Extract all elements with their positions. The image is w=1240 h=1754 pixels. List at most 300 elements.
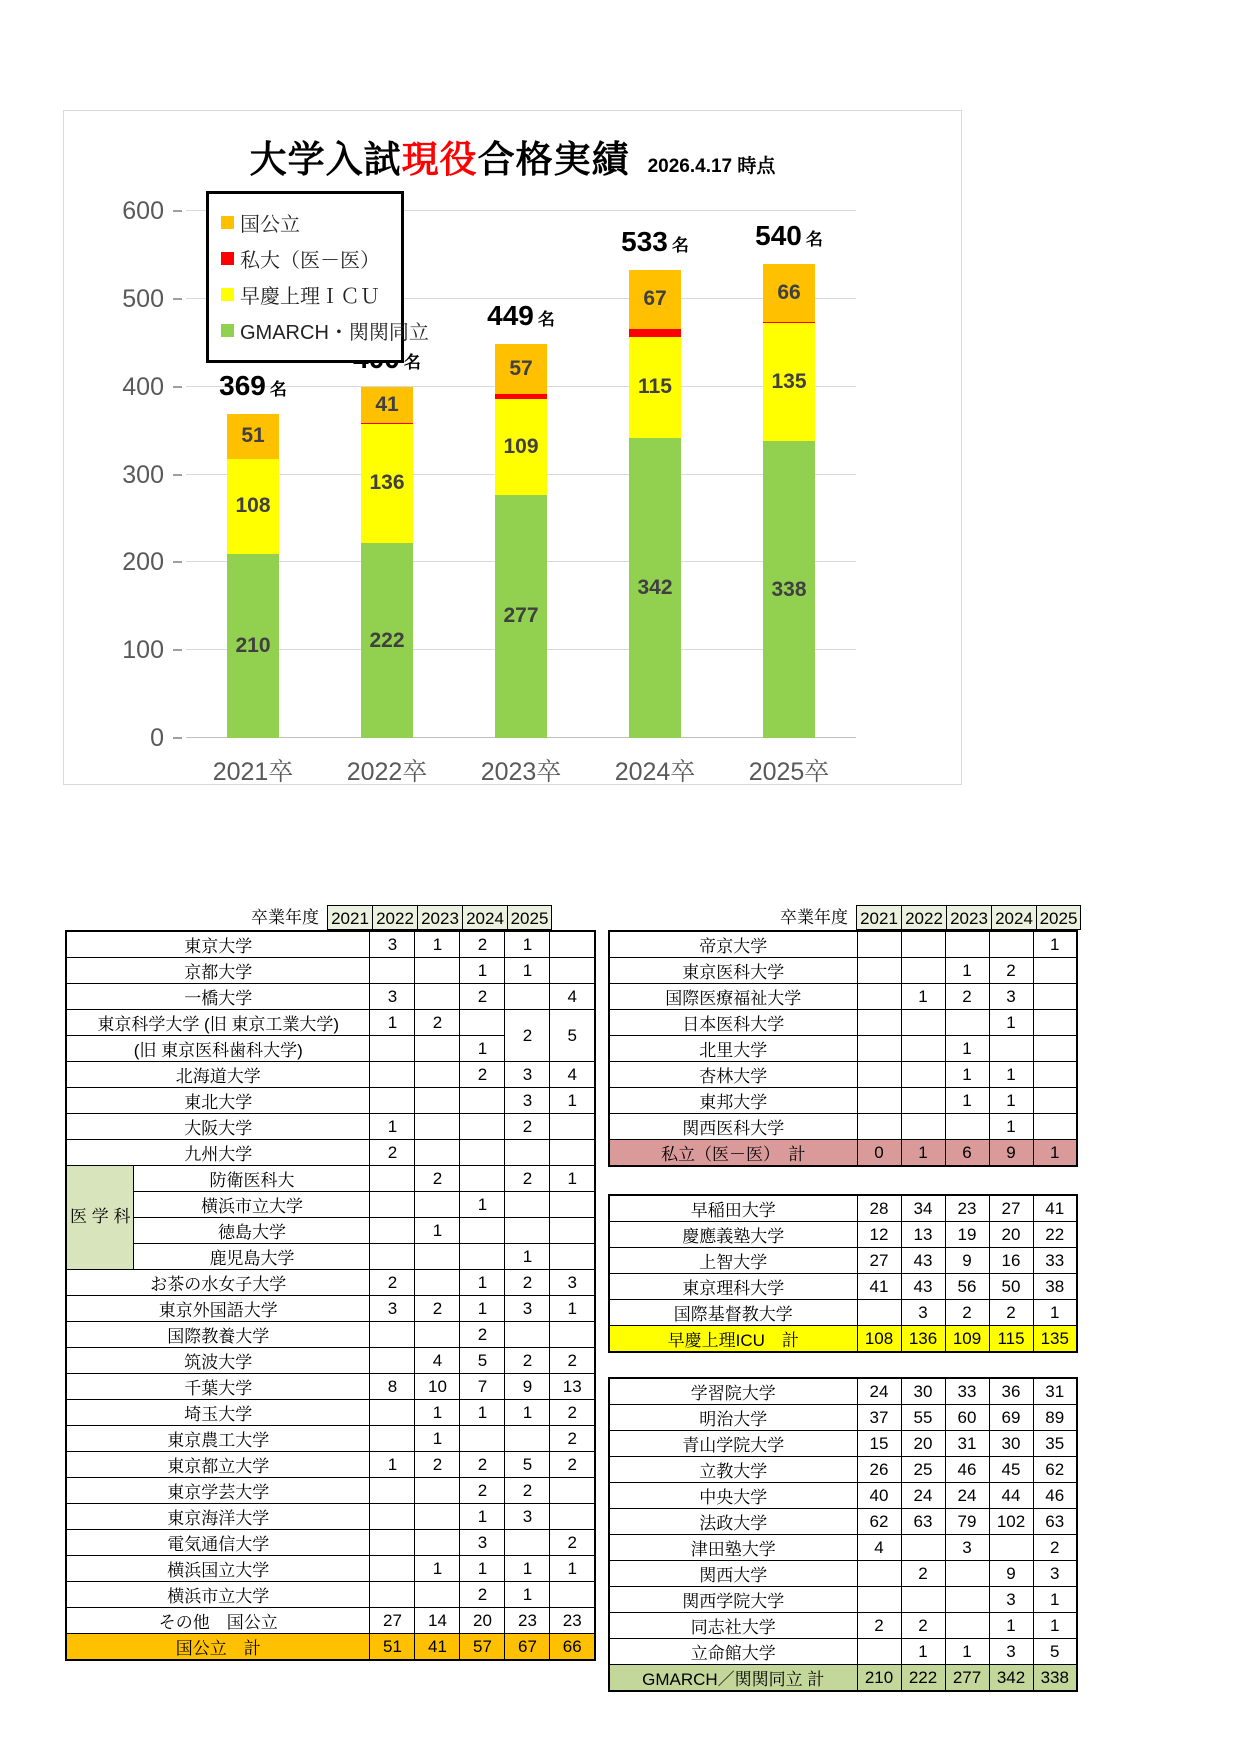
table-cell: 62: [1033, 1457, 1077, 1483]
table-cell: 4: [415, 1348, 460, 1374]
table-cell: [857, 1114, 901, 1140]
table-cell: 9: [945, 1248, 989, 1274]
chart-title-highlight: 現役: [401, 139, 478, 180]
legend-label: GMARCH・関関同立: [240, 321, 429, 344]
segment-value-label: 277: [503, 604, 539, 628]
segment-value-label: 41: [375, 392, 399, 416]
table-cell: 35: [1033, 1431, 1077, 1457]
table-cell: 横浜市立大学: [134, 1192, 370, 1218]
table-row: [609, 1114, 1077, 1140]
table-cell: 3: [989, 1587, 1033, 1613]
year-header-cell: 2023: [946, 905, 991, 930]
table-cell: 慶應義塾大学: [609, 1222, 857, 1248]
table-cell: 埼玉大学: [66, 1400, 370, 1426]
year-header-cell: 2024: [991, 905, 1036, 930]
table-cell: 342: [989, 1665, 1033, 1692]
table-cell: 京都大学: [66, 958, 370, 984]
year-header-cell: 2021: [856, 905, 901, 930]
y-axis-label: 300: [122, 460, 164, 489]
table-row: [66, 1556, 595, 1582]
table-cell: [505, 1322, 550, 1348]
table-cell: 2: [505, 1114, 550, 1140]
table-cell: 6: [945, 1140, 989, 1167]
chart-date-note: 2026.4.17 時点: [647, 156, 776, 177]
year-header-cell: 2024: [462, 905, 507, 930]
table-cell: 2: [370, 1270, 415, 1296]
y-axis-label: 0: [150, 724, 164, 752]
legend-swatch-icon: [221, 252, 234, 265]
table-cell: 3: [505, 1062, 550, 1088]
table-cell: [460, 1244, 505, 1270]
table-cell: [857, 1561, 901, 1587]
table-cell: 横浜国立大学: [66, 1556, 370, 1582]
table-row: [66, 1634, 595, 1661]
table-cell: [415, 1088, 460, 1114]
table-cell: 5: [460, 1348, 505, 1374]
legend-swatch-icon: [221, 288, 234, 301]
table-cell: [460, 1088, 505, 1114]
table-cell: [505, 1426, 550, 1452]
table-cell: [370, 1244, 415, 1270]
table-cell: 国際医療福祉大学: [609, 984, 857, 1010]
table-cell: 青山学院大学: [609, 1431, 857, 1457]
table-cell: 北里大学: [609, 1036, 857, 1062]
table-cell: 同志社大学: [609, 1613, 857, 1639]
table-cell: [415, 1140, 460, 1166]
table-cell: [901, 1114, 945, 1140]
table-cell: その他 国公立: [66, 1608, 370, 1634]
table-cell: 3: [989, 984, 1033, 1010]
table-cell: 67: [505, 1634, 550, 1661]
bar-segment: [495, 344, 547, 394]
table-cell: [901, 1535, 945, 1561]
table-cell: [550, 1244, 595, 1270]
y-axis-tick: [173, 210, 182, 212]
table-row: [66, 1322, 595, 1348]
table-cell: 2: [415, 1166, 460, 1192]
table-cell: [989, 931, 1033, 958]
bar-total-label: 533 名: [621, 225, 689, 257]
table-row: [66, 1270, 595, 1296]
year-header-cell: 2022: [901, 905, 946, 930]
year-header-cell: 2022: [372, 905, 417, 930]
table-cell: 57: [460, 1634, 505, 1661]
bar-total-label: 449 名: [487, 299, 555, 331]
table-cell: 43: [901, 1274, 945, 1300]
spacer: [608, 1167, 1081, 1194]
table-cell: 34: [901, 1195, 945, 1222]
table-cell: 1: [460, 1270, 505, 1296]
table-cell: 13: [550, 1374, 595, 1400]
table-cell: [550, 1322, 595, 1348]
chart-title-part1: 大学入試: [249, 139, 402, 180]
y-axis-tick: [173, 649, 182, 651]
table-cell: [1033, 1062, 1077, 1088]
table-cell: [460, 1140, 505, 1166]
table-cell: 1: [989, 1010, 1033, 1036]
stacked-bar: [495, 344, 547, 738]
table-row: [66, 1166, 595, 1192]
table-cell: [460, 1426, 505, 1452]
table-cell: 30: [901, 1378, 945, 1405]
table-cell: 東京医科大学: [609, 958, 857, 984]
table-cell: 明治大学: [609, 1405, 857, 1431]
bar-segment: [763, 264, 815, 322]
table-cell: 1: [550, 1556, 595, 1582]
table-cell: 1: [550, 1088, 595, 1114]
bar-total-label: 540 名: [755, 219, 823, 251]
table-cell: 2: [857, 1613, 901, 1639]
table-cell: [415, 1062, 460, 1088]
table-row: [66, 931, 595, 958]
table-cell: 1: [1033, 931, 1077, 958]
table-cell: [857, 958, 901, 984]
table-cell: [989, 1036, 1033, 1062]
table-cell: 23: [505, 1608, 550, 1634]
table-row: [609, 1483, 1077, 1509]
table-cell: 27: [370, 1608, 415, 1634]
table-cell: 1: [460, 1556, 505, 1582]
table-cell: 東京都立大学: [66, 1452, 370, 1478]
table-cell: 国際基督教大学: [609, 1300, 857, 1326]
table-row: [609, 1457, 1077, 1483]
table-cell: [550, 931, 595, 958]
table-cell: 51: [370, 1634, 415, 1661]
table-cell: [901, 931, 945, 958]
table-cell: 4: [550, 1062, 595, 1088]
table-cell: 1: [505, 958, 550, 984]
table-cell: 31: [945, 1431, 989, 1457]
table-cell: お茶の水女子大学: [66, 1270, 370, 1296]
table-cell: 1: [550, 1166, 595, 1192]
table-cell: [415, 1322, 460, 1348]
segment-value-label: 108: [235, 494, 271, 518]
bar-segment: [495, 399, 547, 495]
table-row: [609, 1010, 1077, 1036]
table-cell: [901, 1088, 945, 1114]
table-cell: 1: [945, 1088, 989, 1114]
table-cell: 69: [989, 1405, 1033, 1431]
table-cell: [415, 1478, 460, 1504]
table-cell: [415, 1270, 460, 1296]
table-cell: 帝京大学: [609, 931, 857, 958]
table-cell: 89: [1033, 1405, 1077, 1431]
table-cell: [370, 1062, 415, 1088]
table-cell: 63: [901, 1509, 945, 1535]
table-row: [66, 1348, 595, 1374]
x-axis-label: 2021卒: [212, 758, 294, 786]
table-cell: 33: [945, 1378, 989, 1405]
table-cell: 24: [901, 1483, 945, 1509]
table-cell: [415, 1114, 460, 1140]
segment-value-label: 57: [509, 356, 533, 380]
table-cell: [1033, 1114, 1077, 1140]
plot-area: [122, 197, 856, 786]
segment-value-label: 135: [771, 369, 807, 393]
table-cell: 2: [550, 1530, 595, 1556]
table-cell: 一橋大学: [66, 984, 370, 1010]
table-cell: [370, 1582, 415, 1608]
segment-value-label: 115: [638, 375, 672, 399]
bar-segment: [629, 270, 681, 329]
table-cell: 26: [857, 1457, 901, 1483]
table-cell: 3: [989, 1639, 1033, 1665]
chart-legend: [206, 191, 429, 363]
table-row: [66, 1062, 595, 1088]
table-row: [609, 1300, 1077, 1326]
table-cell: 関西大学: [609, 1561, 857, 1587]
table-row: [609, 1405, 1077, 1431]
table-row: [66, 1400, 595, 1426]
table-cell: 1: [460, 1296, 505, 1322]
x-axis-label: 2022卒: [346, 758, 428, 786]
table-cell: 63: [1033, 1509, 1077, 1535]
table-cell: 法政大学: [609, 1509, 857, 1535]
table-cell: 2: [550, 1452, 595, 1478]
table-cell: 1: [460, 1504, 505, 1530]
table-cell: [460, 1010, 505, 1036]
table-cell: [1033, 984, 1077, 1010]
table-cell: [857, 1036, 901, 1062]
table-cell: [550, 958, 595, 984]
kokuritsu-table: [65, 930, 596, 1661]
table-cell: [550, 1218, 595, 1244]
table-row: [609, 1378, 1077, 1405]
table-cell: 2: [460, 1478, 505, 1504]
spacer: [608, 1353, 1081, 1377]
table-cell: 3: [460, 1530, 505, 1556]
legend-label: 私大（医－医）: [240, 249, 380, 272]
table-cell: [370, 1504, 415, 1530]
table-row: [66, 1582, 595, 1608]
table-row: [609, 1509, 1077, 1535]
table-row: [609, 958, 1077, 984]
table-cell: [945, 1613, 989, 1639]
table-row: [66, 1478, 595, 1504]
segment-value-label: 109: [503, 434, 539, 458]
table-cell: 23: [550, 1608, 595, 1634]
table-row: [66, 1140, 595, 1166]
table-cell: 1: [1033, 1587, 1077, 1613]
table-cell: [505, 1530, 550, 1556]
table-cell: 1: [945, 1639, 989, 1665]
table-row: [66, 984, 595, 1010]
table-cell: 津田塾大学: [609, 1535, 857, 1561]
table-cell: 210: [857, 1665, 901, 1692]
table-cell: 41: [415, 1634, 460, 1661]
table-cell: [901, 958, 945, 984]
y-axis-tick: [173, 298, 182, 300]
table-cell: 4: [857, 1535, 901, 1561]
legend-item: [221, 312, 429, 348]
table-row: [609, 1062, 1077, 1088]
table-cell: GMARCH／関関同立 計: [609, 1665, 857, 1692]
table-cell: [901, 1062, 945, 1088]
table-cell: [370, 1088, 415, 1114]
table-cell: [945, 1561, 989, 1587]
table-row: [609, 1088, 1077, 1114]
table-cell: [550, 1140, 595, 1166]
table-cell: 20: [901, 1431, 945, 1457]
bar-column: [588, 211, 722, 786]
table-cell: 千葉大学: [66, 1374, 370, 1400]
stacked-bar: [361, 387, 413, 738]
table-cell: [370, 1218, 415, 1244]
table-cell: 60: [945, 1405, 989, 1431]
table-cell: 19: [945, 1222, 989, 1248]
table-cell: 338: [1033, 1665, 1077, 1692]
table-row: [609, 984, 1077, 1010]
table-cell: 41: [1033, 1195, 1077, 1222]
table-row: [609, 1639, 1077, 1665]
table-cell: [901, 1010, 945, 1036]
year-header-label: 卒業年度: [251, 908, 319, 927]
table-cell: [460, 1114, 505, 1140]
bar-segment: [763, 323, 815, 442]
table-cell: 9: [989, 1140, 1033, 1167]
table-cell: 東京理科大学: [609, 1274, 857, 1300]
table-cell: 5: [1033, 1639, 1077, 1665]
table-cell: 3: [945, 1535, 989, 1561]
table-cell: 1: [505, 1400, 550, 1426]
bar-segment: [629, 438, 681, 738]
table-cell: [370, 1322, 415, 1348]
table-cell: 3: [505, 1296, 550, 1322]
chart-title-part2: 合格実績: [477, 139, 630, 180]
table-cell: [857, 1010, 901, 1036]
table-cell: 2: [460, 984, 505, 1010]
table-cell: 電気通信大学: [66, 1530, 370, 1556]
table-cell: 東京学芸大学: [66, 1478, 370, 1504]
table-cell: 2: [1033, 1535, 1077, 1561]
table-cell: 9: [989, 1561, 1033, 1587]
table-cell: 22: [1033, 1222, 1077, 1248]
bar-column: [454, 211, 588, 786]
table-cell: [505, 1218, 550, 1244]
table-cell: 立命館大学: [609, 1639, 857, 1665]
table-cell: 1: [989, 1088, 1033, 1114]
table-cell: 23: [945, 1195, 989, 1222]
table-cell: [370, 1192, 415, 1218]
table-cell: 31: [1033, 1378, 1077, 1405]
table-cell: 1: [370, 1114, 415, 1140]
table-row: [609, 1274, 1077, 1300]
segment-value-label: 210: [235, 633, 271, 657]
table-cell: [1033, 1010, 1077, 1036]
table-row: [66, 1010, 595, 1036]
y-axis-label: 600: [122, 197, 164, 225]
table-cell: 1: [505, 1244, 550, 1270]
table-cell: 33: [1033, 1248, 1077, 1274]
bar-segment: [495, 495, 547, 738]
table-cell: 27: [989, 1195, 1033, 1222]
table-cell: [857, 1062, 901, 1088]
table-cell: 関西学院大学: [609, 1587, 857, 1613]
table-row: [66, 1504, 595, 1530]
table-cell: 早稲田大学: [609, 1195, 857, 1222]
table-row: [609, 1665, 1077, 1692]
table-cell: 東京海洋大学: [66, 1504, 370, 1530]
table-cell: 2: [945, 984, 989, 1010]
table-cell: 医 学 科: [66, 1166, 134, 1270]
table-cell: 9: [505, 1374, 550, 1400]
table-cell: 55: [901, 1405, 945, 1431]
table-cell: [857, 1639, 901, 1665]
table-cell: 2: [901, 1613, 945, 1639]
y-axis-tick: [173, 737, 182, 739]
table-cell: 1: [370, 1010, 415, 1036]
table-cell: 24: [945, 1483, 989, 1509]
table-row: [66, 1244, 595, 1270]
table-row: [66, 1426, 595, 1452]
table-cell: 九州大学: [66, 1140, 370, 1166]
table-cell: 1: [989, 1114, 1033, 1140]
legend-item: [221, 204, 389, 240]
table-cell: 12: [857, 1222, 901, 1248]
table-cell: [1033, 1088, 1077, 1114]
table-cell: 東京大学: [66, 931, 370, 958]
segment-value-label: 66: [777, 280, 801, 304]
table-cell: 1: [945, 1062, 989, 1088]
table-row: [66, 1452, 595, 1478]
table-cell: 46: [1033, 1483, 1077, 1509]
table-cell: 大阪大学: [66, 1114, 370, 1140]
segment-value-label: 222: [369, 628, 405, 652]
table-cell: [550, 1114, 595, 1140]
table-cell: 日本医科大学: [609, 1010, 857, 1036]
legend-label: 早慶上理ＩＣＵ: [240, 285, 380, 308]
table-cell: 3: [550, 1270, 595, 1296]
bar-segment: [763, 322, 815, 323]
table-cell: 3: [370, 931, 415, 958]
table-cell: 1: [415, 1556, 460, 1582]
table-cell: 2: [415, 1010, 460, 1036]
table-cell: [370, 1426, 415, 1452]
table-cell: [505, 1192, 550, 1218]
bar-total-label: 369 名: [219, 369, 287, 401]
table-cell: [415, 1582, 460, 1608]
year-header-cell: 2023: [417, 905, 462, 930]
table-cell: 30: [989, 1431, 1033, 1457]
table-cell: [370, 1166, 415, 1192]
table-row: [66, 1218, 595, 1244]
table-cell: 27: [857, 1248, 901, 1274]
segment-value-label: 67: [643, 287, 667, 311]
table-cell: 15: [857, 1431, 901, 1457]
kokuritsu-table-block: [65, 905, 596, 1661]
table-cell: 5: [505, 1452, 550, 1478]
year-header-cell: 2025: [1036, 905, 1081, 930]
y-axis-tick: [173, 561, 182, 563]
table-cell: [505, 1140, 550, 1166]
table-row: [609, 1195, 1077, 1222]
legend-label: 国公立: [240, 213, 300, 236]
table-cell: [857, 984, 901, 1010]
stacked-bar: [629, 270, 681, 738]
table-cell: 20: [460, 1608, 505, 1634]
table-row: [609, 931, 1077, 958]
bar-segment: [361, 424, 413, 543]
table-cell: 徳島大学: [134, 1218, 370, 1244]
table-row: [609, 1036, 1077, 1062]
table-cell: 56: [945, 1274, 989, 1300]
table-cell: 1: [460, 1400, 505, 1426]
y-axis-label: 100: [122, 636, 164, 665]
table-cell: 2: [901, 1561, 945, 1587]
y-axis-label: 400: [122, 372, 164, 401]
kokuritsu-table-header: [65, 905, 596, 930]
table-cell: 2: [505, 1348, 550, 1374]
